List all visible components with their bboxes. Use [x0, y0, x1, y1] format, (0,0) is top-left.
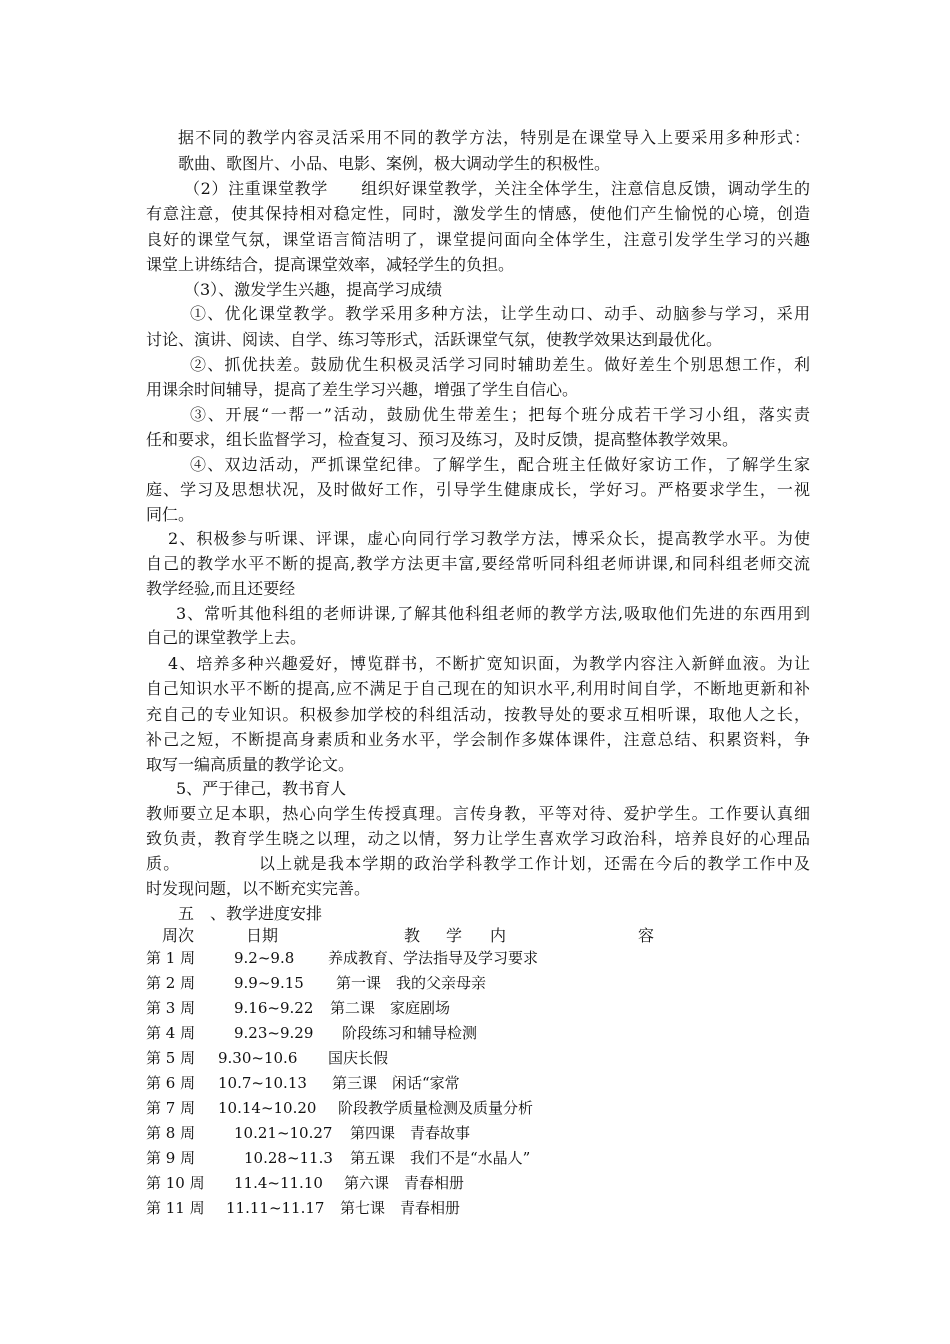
paragraph-line: 致负责，教育学生晓之以理，动之以情，努力让学生喜欢学习政治科，培养良好的心理品 — [146, 829, 810, 848]
date-cell: 9.23~9.29 — [234, 1024, 314, 1042]
paragraph-line: 取写一编高质量的教学论文。 — [146, 755, 355, 774]
paragraph-line: 自己的课堂教学上去。 — [146, 628, 307, 647]
paragraph-line: 据不同的教学内容灵活采用不同的教学方法，特别是在课堂导入上要采用多种形式： — [178, 128, 810, 147]
paragraph-line: 2、积极参与听课、评课，虚心向同行学习教学方法，博采众长，提高教学水平。为使 — [168, 529, 810, 548]
content-cell: 阶段练习和辅导检测 — [342, 1024, 478, 1042]
week-cell: 第 8 周 — [146, 1124, 196, 1142]
date-cell: 11.4~11.10 — [234, 1174, 323, 1192]
paragraph-line: 良好的课堂气氛，课堂语言简洁明了，课堂提问面向全体学生，注意引发学生学习的兴趣 — [146, 230, 810, 249]
paragraph-line: 充自己的专业知识。积极参加学校的科组活动，按教导处的要求互相听课，取他人之长， — [146, 705, 810, 724]
week-cell: 第 10 周 — [146, 1174, 205, 1192]
date-cell: 10.14~10.20 — [218, 1099, 317, 1117]
paragraph-line: （2）注重课堂教学 组织好课堂教学，关注全体学生，注意信息反馈，调动学生的 — [184, 179, 810, 198]
paragraph-line: 同仁。 — [146, 505, 195, 524]
date-cell: 9.9~9.15 — [234, 974, 304, 992]
week-cell: 第 5 周 — [146, 1049, 196, 1067]
table-row — [146, 947, 810, 969]
table-row — [146, 1047, 810, 1069]
paragraph-line: ②、抓优扶差。鼓励优生积极灵活学习同时辅助差生。做好差生个别思想工作，利 — [190, 355, 810, 374]
content-cell: 第七课 青春相册 — [340, 1199, 461, 1217]
week-cell: 第 6 周 — [146, 1074, 196, 1092]
table-row — [146, 1122, 810, 1144]
date-cell: 9.30~10.6 — [218, 1049, 298, 1067]
week-cell: 第 2 周 — [146, 974, 196, 992]
date-cell: 10.7~10.13 — [218, 1074, 307, 1092]
paragraph-line: 4、培养多种兴趣爱好，博览群书，不断扩宽知识面，为教学内容注入新鲜血液。为让 — [168, 654, 810, 673]
header-content-char: 教 — [404, 926, 421, 945]
content-cell: 第二课 家庭剧场 — [330, 999, 451, 1017]
paragraph-line: 质。 以上就是我本学期的政治学科教学工作计划，还需在今后的教学工作中及 — [146, 854, 810, 873]
paragraph-line: 用课余时间辅导，提高了差生学习兴趣，增强了学生自信心。 — [146, 380, 579, 399]
paragraph-line: 补己之短，不断提高身素质和业务水平，学会制作多媒体课件，注意总结、积累资料，争 — [146, 730, 810, 749]
paragraph-line: 课堂上讲练结合，提高课堂效率，减轻学生的负担。 — [146, 255, 515, 274]
paragraph-line: 歌曲、歌图片、小品、电影、案例，极大调动学生的积极性。 — [178, 154, 611, 173]
section-heading: 五 、教学进度安排 — [178, 904, 323, 923]
header-content-char: 学 — [446, 926, 463, 945]
week-cell: 第 1 周 — [146, 949, 196, 967]
table-row — [146, 1197, 810, 1219]
content-cell: 国庆长假 — [328, 1049, 389, 1067]
header-date: 日期 — [246, 926, 279, 945]
table-row — [146, 972, 810, 994]
content-cell: 第四课 青春故事 — [350, 1124, 471, 1142]
header-week: 周次 — [162, 926, 195, 945]
paragraph-line: 时发现问题，以不断充实完善。 — [146, 879, 371, 898]
week-cell: 第 9 周 — [146, 1149, 196, 1167]
content-cell: 养成教育、学法指导及学习要求 — [328, 949, 539, 967]
date-cell: 11.11~11.17 — [226, 1199, 325, 1217]
paragraph-line: 教师要立足本职，热心向学生传授真理。言传身教，平等对待、爱护学生。工作要认真细 — [146, 804, 810, 823]
content-cell: 阶段教学质量检测及质量分析 — [338, 1099, 534, 1117]
date-cell: 9.16~9.22 — [234, 999, 314, 1017]
table-row — [146, 997, 810, 1019]
content-cell: 第五课 我们不是“水晶人” — [350, 1149, 531, 1167]
paragraph-line: 任和要求，组长监督学习，检查复习、预习及练习，及时反馈，提高整体教学效果。 — [146, 430, 739, 449]
date-cell: 10.28~11.3 — [244, 1149, 333, 1167]
week-cell: 第 4 周 — [146, 1024, 196, 1042]
date-cell: 9.2~9.8 — [234, 949, 295, 967]
table-row — [146, 1172, 810, 1194]
schedule-header-row — [146, 925, 810, 947]
paragraph-line: 讨论、演讲、阅读、自学、练习等形式，活跃课堂气氛，使教学效果达到最优化。 — [146, 330, 723, 349]
table-row — [146, 1022, 810, 1044]
paragraph-line: 庭、学习及思想状况，及时做好工作，引导学生健康成长，学好习。严格要求学生，一视 — [146, 480, 810, 499]
paragraph-heading: 5、严于律己，教书育人 — [176, 779, 347, 798]
paragraph-line: 自己知识水平不断的提高,应不满足于自己现在的知识水平,利用时间自学，不断地更新和补 — [146, 679, 810, 698]
content-cell: 第一课 我的父亲母亲 — [336, 974, 487, 992]
paragraph-line: ①、优化课堂教学。教学采用多种方法，让学生动口、动手、动脑参与学习，采用 — [190, 304, 810, 323]
paragraph-line: ③、开展“一帮一”活动，鼓励优生带差生；把每个班分成若干学习小组，落实责 — [190, 405, 810, 424]
header-content-char: 内 — [490, 926, 507, 945]
paragraph-line: ④、双边活动，严抓课堂纪律。了解学生，配合班主任做好家访工作，了解学生家 — [190, 455, 810, 474]
table-row — [146, 1097, 810, 1119]
paragraph-line: 3、常听其他科组的老师讲课,了解其他科组老师的教学方法,吸取他们先进的东西用到 — [176, 604, 810, 623]
paragraph-line: 教学经验,而且还要经 — [146, 579, 296, 598]
paragraph-heading: （3）、激发学生兴趣，提高学习成绩 — [184, 280, 443, 299]
table-row — [146, 1072, 810, 1094]
week-cell: 第 3 周 — [146, 999, 196, 1017]
content-cell: 第六课 青春相册 — [344, 1174, 465, 1192]
date-cell: 10.21~10.27 — [234, 1124, 333, 1142]
paragraph-line: 自己的教学水平不断的提高,教学方法更丰富,要经常听同科组老师讲课,和同科组老师交流 — [146, 554, 810, 573]
week-cell: 第 11 周 — [146, 1199, 205, 1217]
table-row — [146, 1147, 810, 1169]
week-cell: 第 7 周 — [146, 1099, 196, 1117]
content-cell: 第三课 闲话“家常 — [332, 1074, 460, 1092]
header-content-char: 容 — [638, 926, 655, 945]
paragraph-line: 有意注意，使其保持相对稳定性，同时，激发学生的情感，使他们产生愉悦的心境，创造 — [146, 204, 810, 223]
